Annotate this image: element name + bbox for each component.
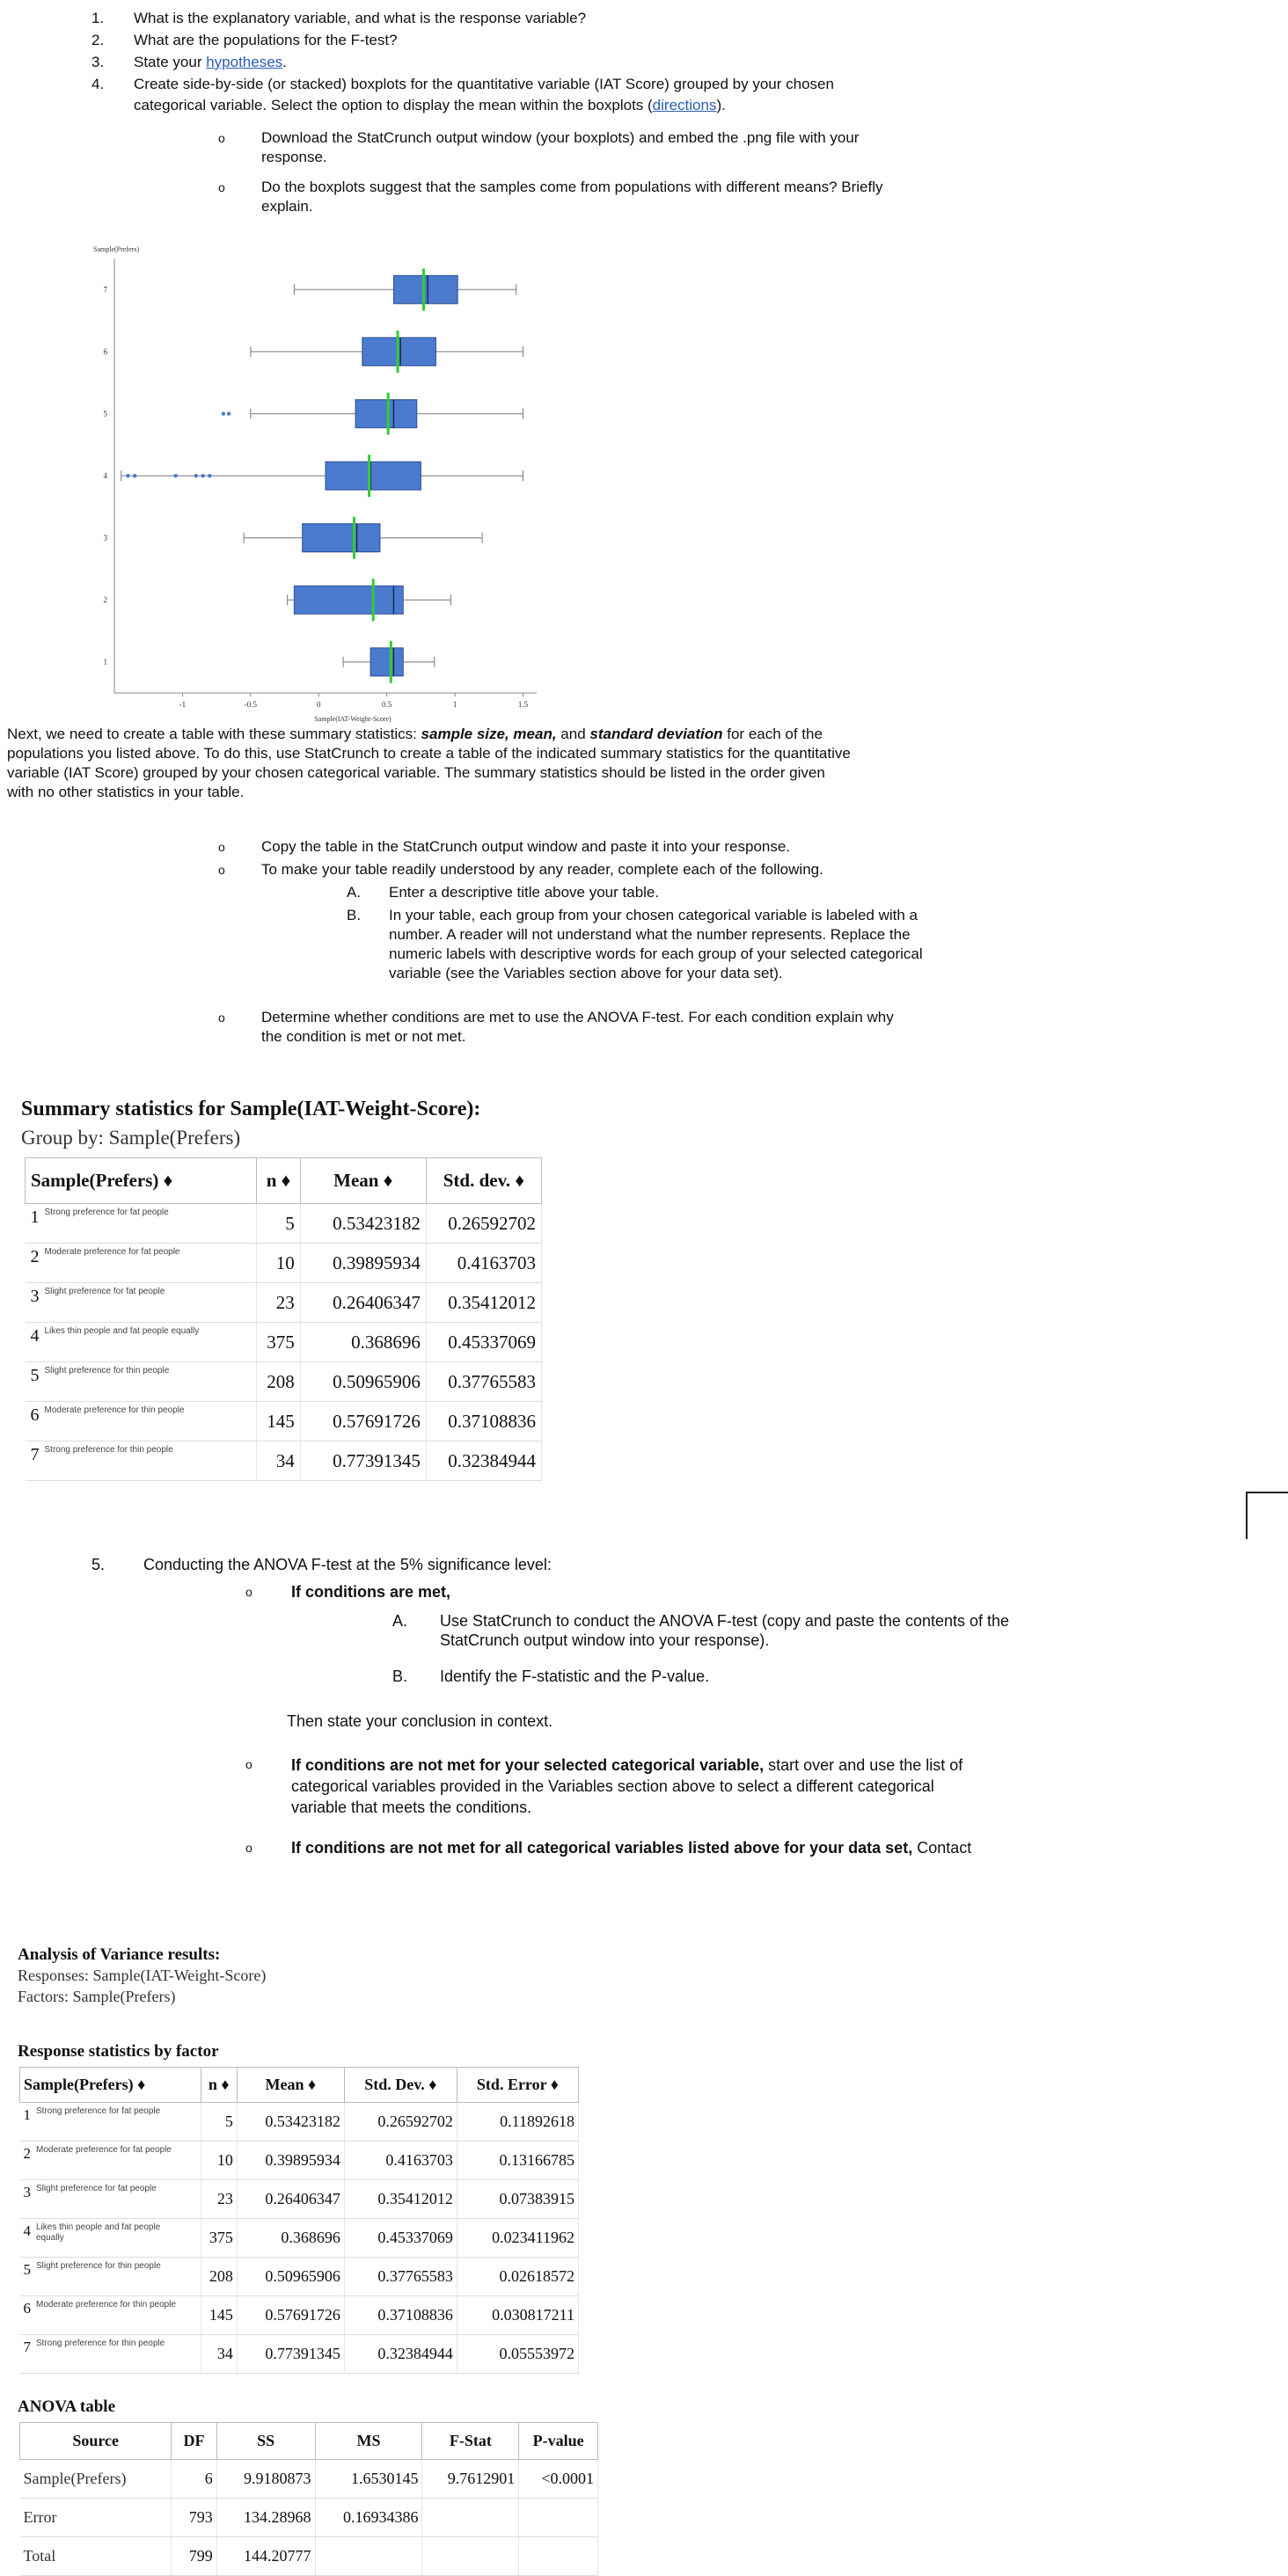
col-std-error[interactable]: Std. Error ♦ — [457, 2068, 578, 2103]
col-source: Source — [20, 2423, 172, 2460]
group-label: Strong preference for thin people — [44, 1445, 173, 1455]
table-row — [26, 1244, 542, 1283]
group-label: Slight preference for fat people — [36, 2184, 157, 2193]
group-label: Moderate preference for thin people — [36, 2300, 176, 2310]
instr-make-readable: To make your table readily understood by any reader, complete each of the following. — [261, 861, 823, 878]
cell-mean: 0.57691726 — [300, 1402, 426, 1441]
q5-conditions-met: If conditions are met, — [291, 1583, 451, 1601]
anova-factors: Factors: Sample(Prefers) — [18, 1988, 176, 2005]
cell-mean: 0.50965906 — [300, 1362, 426, 1402]
cell-se: 0.13166785 — [457, 2142, 578, 2180]
col-mean[interactable]: Mean ♦ — [300, 1158, 426, 1204]
col-n[interactable]: n ♦ — [257, 1158, 300, 1204]
y-tick-label: 2 — [103, 595, 107, 605]
anova-row: Total 799 144.20777 — [20, 2537, 598, 2576]
q5-step-b: Identify the F-statistic and the P-value. — [440, 1667, 710, 1685]
letter-a: A. — [392, 1612, 408, 1630]
q5-step-a: Use StatCrunch to conduct the ANOVA F-test (copy and paste the contents of the StatCrunch output window into your response). — [440, 1612, 1010, 1649]
outlier-point — [222, 412, 225, 415]
col-sample-prefers[interactable]: Sample(Prefers) ♦ — [20, 2068, 201, 2103]
group-index: 3 — [30, 1287, 40, 1306]
x-axis-label: Sample(IAT-Weight-Score) — [314, 715, 392, 723]
group-index: 3 — [23, 2184, 31, 2200]
table-row — [26, 1402, 542, 1441]
cell-mean: 0.77391345 — [300, 1441, 426, 1481]
box — [355, 399, 417, 427]
group-label: Likes thin people and fat people equally — [36, 2222, 161, 2243]
table-row — [20, 2103, 579, 2142]
x-tick-label: 0.5 — [382, 700, 392, 709]
y-tick-label: 1 — [103, 657, 107, 667]
group-label: Strong preference for fat people — [44, 1208, 169, 1217]
group-index: 4 — [23, 2222, 31, 2239]
group-index: 2 — [23, 2145, 31, 2162]
anova-table-title: ANOVA table — [18, 2397, 116, 2416]
y-tick-label: 3 — [103, 533, 107, 543]
x-tick-label: -0.5 — [244, 700, 257, 709]
cell-mean: 0.77391345 — [237, 2335, 344, 2374]
group-label: Moderate preference for thin people — [44, 1405, 185, 1415]
bullet-icon: o — [218, 863, 225, 877]
anova-row: Error 793 134.28968 0.16934386 — [20, 2499, 598, 2537]
table-row — [20, 2258, 579, 2296]
group-label: Strong preference for fat people — [36, 2106, 161, 2116]
bullet-icon: o — [218, 180, 225, 194]
cell-n: 23 — [257, 1283, 300, 1323]
cell-sd: 0.26592702 — [344, 2103, 457, 2142]
instr-title: Enter a descriptive title above your table. — [389, 884, 660, 901]
col-sample-prefers[interactable]: Sample(Prefers) ♦ — [26, 1158, 257, 1204]
group-index: 1 — [23, 2106, 31, 2123]
cell-mean: 0.53423182 — [237, 2103, 344, 2142]
group-index: 6 — [23, 2300, 31, 2317]
cell-sd: 0.32384944 — [426, 1441, 541, 1481]
cell-n: 5 — [201, 2103, 237, 2142]
directions-link[interactable]: directions — [652, 97, 717, 113]
group-label: Slight preference for thin people — [36, 2261, 161, 2271]
cell-sd: 0.37765583 — [344, 2258, 457, 2296]
cell-sd: 0.4163703 — [426, 1244, 541, 1283]
table-row — [20, 2335, 579, 2374]
table-row — [26, 1362, 542, 1402]
letter-b: B. — [347, 907, 362, 923]
group-index: 2 — [30, 1247, 40, 1266]
cell-n: 375 — [201, 2219, 237, 2258]
question-4-line2: categorical variable. Select the option to display the mean within the boxplots (directions). — [134, 97, 726, 113]
cell-mean: 0.39895934 — [300, 1244, 426, 1283]
table-row — [26, 1323, 542, 1362]
table-row — [26, 1283, 542, 1323]
cell-mean: 0.53423182 — [300, 1204, 426, 1244]
group-index: 4 — [30, 1326, 40, 1346]
cell-mean: 0.368696 — [237, 2219, 344, 2258]
q5-not-met-all: If conditions are not met for all categorical variables listed above for your data set, Contact — [291, 1839, 972, 1857]
q5-title: Conducting the ANOVA F-test at the 5% significance level: — [143, 1556, 552, 1573]
group-label: Moderate preference for fat people — [44, 1247, 180, 1257]
group-index: 6 — [30, 1405, 40, 1425]
group-index: 5 — [23, 2261, 31, 2278]
col-df: DF — [172, 2423, 216, 2460]
outlier-point — [126, 474, 129, 478]
outlier-point — [201, 474, 204, 478]
box — [294, 586, 403, 614]
table-row — [26, 1204, 542, 1244]
summary-group-by: Group by: Sample(Prefers) — [21, 1127, 241, 1149]
anova-row: Sample(Prefers) 6 9.9180873 1.6530145 9.7612901 <0.0001 — [20, 2460, 598, 2499]
summary-table — [25, 1157, 542, 1481]
cell-sd: 0.35412012 — [344, 2180, 457, 2219]
outlier-point — [133, 474, 136, 478]
cell-n: 34 — [201, 2335, 237, 2374]
cell-se: 0.02618572 — [457, 2258, 578, 2296]
outlier-point — [227, 412, 231, 415]
box — [362, 338, 436, 366]
cell-n: 10 — [257, 1244, 300, 1283]
cell-mean: 0.368696 — [300, 1323, 426, 1362]
instr-copy-table: Copy the table in the StatCrunch output window and paste it into your response. — [261, 838, 791, 855]
cell-n: 208 — [201, 2258, 237, 2296]
group-label: Slight preference for thin people — [44, 1366, 170, 1376]
y-tick-label: 5 — [103, 409, 107, 419]
letter-a: A. — [347, 884, 362, 901]
cell-mean: 0.39895934 — [237, 2142, 344, 2180]
group-index: 5 — [30, 1366, 40, 1385]
table-row — [20, 2296, 579, 2335]
col-std-dev[interactable]: Std. Dev. ♦ — [344, 2068, 457, 2103]
summary-instructions-paragraph: Next, we need to create a table with these summary statistics: sample size, mean, and standard deviation for each of the populations you listed above. To do this, use StatCrunch to create a table of the indicated summary statistics for the quantitative variable (IAT Score) grouped by your chosen categorical variable. The summary statistics should be listed in the order given with no other statistics in your table. — [7, 726, 851, 800]
cell-se: 0.030817211 — [457, 2296, 578, 2335]
cell-sd: 0.35412012 — [426, 1283, 541, 1323]
table-row — [20, 2142, 579, 2180]
letter-b: B. — [392, 1667, 408, 1685]
col-ss: SS — [216, 2423, 315, 2460]
cell-n: 208 — [257, 1362, 300, 1402]
cell-se: 0.07383915 — [457, 2180, 578, 2219]
bullet-icon: o — [218, 131, 225, 145]
table-row — [26, 1441, 542, 1481]
outlier-point — [208, 474, 211, 478]
y-tick-label: 4 — [103, 471, 107, 480]
box — [303, 524, 380, 552]
instr-conditions: Determine whether conditions are met to use the ANOVA F-test. For each condition explain why the condition is met or not met. — [261, 1009, 894, 1045]
cell-mean: 0.26406347 — [300, 1283, 426, 1323]
cell-se: 0.023411962 — [457, 2219, 578, 2258]
bullet-icon: o — [218, 1011, 225, 1025]
outlier-point — [194, 474, 198, 478]
x-tick-label: -1 — [179, 700, 187, 709]
box — [370, 648, 403, 676]
x-tick-label: 0 — [317, 700, 321, 709]
hypotheses-link[interactable]: hypotheses — [206, 54, 283, 70]
cell-sd: 0.26592702 — [426, 1204, 541, 1244]
cell-mean: 0.26406347 — [237, 2180, 344, 2219]
response-stats-title: Response statistics by factor — [18, 2042, 219, 2061]
instr-labels: In your table, each group from your chosen categorical variable is labeled with a number. A reader will not understand what the number represents. Replace the numeric labels with descriptive words for each group of your selected categorical variable (see the Variables section above for your data set). — [389, 907, 923, 982]
response-stats-table — [19, 2067, 579, 2374]
q4-bullet-2: Do the boxplots suggest that the samples come from populations with different means? Briefly explain. — [261, 179, 883, 215]
col-n[interactable]: n ♦ — [201, 2068, 237, 2103]
group-index: 7 — [30, 1445, 40, 1464]
cell-se: 0.11892618 — [457, 2103, 578, 2142]
group-label: Likes thin people and fat people equally — [44, 1326, 200, 1336]
bullet-icon: o — [245, 1841, 252, 1855]
q5-then: Then state your conclusion in context. — [287, 1712, 553, 1730]
cell-sd: 0.37108836 — [426, 1402, 541, 1441]
x-tick-label: 1 — [452, 700, 457, 709]
anova-title: Analysis of Variance results: — [18, 1945, 221, 1964]
col-p-value: P-value — [519, 2423, 598, 2460]
cell-n: 23 — [201, 2180, 237, 2219]
anova-table — [19, 2422, 598, 2576]
col-std-dev[interactable]: Std. dev. ♦ — [426, 1158, 541, 1204]
page-divider — [1246, 1492, 1288, 1539]
bullet-icon: o — [245, 1585, 252, 1599]
cell-sd: 0.37765583 — [426, 1362, 541, 1402]
y-tick-label: 7 — [103, 285, 107, 295]
q4-bullet-1: Download the StatCrunch output window (your boxplots) and embed the .png file with your response. — [261, 129, 860, 165]
q5-not-met-selected: If conditions are not met for your selected categorical variable, start over and use the list of categorical variables provided in the Variables section above to select a different categorical variable that meets the conditions. — [291, 1756, 963, 1816]
cell-n: 34 — [257, 1441, 300, 1481]
cell-sd: 0.37108836 — [344, 2296, 457, 2335]
group-label: Slight preference for fat people — [44, 1287, 165, 1296]
cell-mean: 0.57691726 — [237, 2296, 344, 2335]
q5-number: 5. — [91, 1556, 106, 1573]
group-label: Moderate preference for fat people — [36, 2145, 172, 2155]
summary-title: Summary statistics for Sample(IAT-Weight-Score): — [21, 1098, 481, 1120]
y-tick-label: 6 — [103, 347, 107, 356]
col-ms: MS — [315, 2423, 422, 2460]
cell-mean: 0.50965906 — [237, 2258, 344, 2296]
cell-n: 145 — [257, 1402, 300, 1441]
cell-n: 10 — [201, 2142, 237, 2180]
x-tick-label: 1.5 — [517, 700, 529, 709]
box — [326, 462, 421, 490]
cell-sd: 0.45337069 — [344, 2219, 457, 2258]
col-f-stat: F-Stat — [422, 2423, 519, 2460]
bullet-icon: o — [218, 840, 225, 854]
y-axis-label: Sample(Prefers) — [93, 245, 139, 253]
cell-n: 5 — [257, 1204, 300, 1244]
box — [393, 275, 457, 303]
table-row — [20, 2219, 579, 2258]
col-mean[interactable]: Mean ♦ — [237, 2068, 344, 2103]
group-index: 1 — [30, 1208, 40, 1227]
cell-sd: 0.32384944 — [344, 2335, 457, 2374]
cell-se: 0.05553972 — [457, 2335, 578, 2374]
group-label: Strong preference for thin people — [36, 2339, 165, 2348]
cell-sd: 0.45337069 — [426, 1323, 541, 1362]
cell-n: 375 — [257, 1323, 300, 1362]
bullet-icon: o — [245, 1757, 252, 1771]
cell-sd: 0.4163703 — [344, 2142, 457, 2180]
cell-n: 145 — [201, 2296, 237, 2335]
table-row — [20, 2180, 579, 2219]
boxplot-chart — [84, 239, 542, 732]
group-index: 7 — [23, 2339, 31, 2355]
outlier-point — [173, 474, 177, 478]
anova-responses: Responses: Sample(IAT-Weight-Score) — [18, 1967, 267, 1984]
